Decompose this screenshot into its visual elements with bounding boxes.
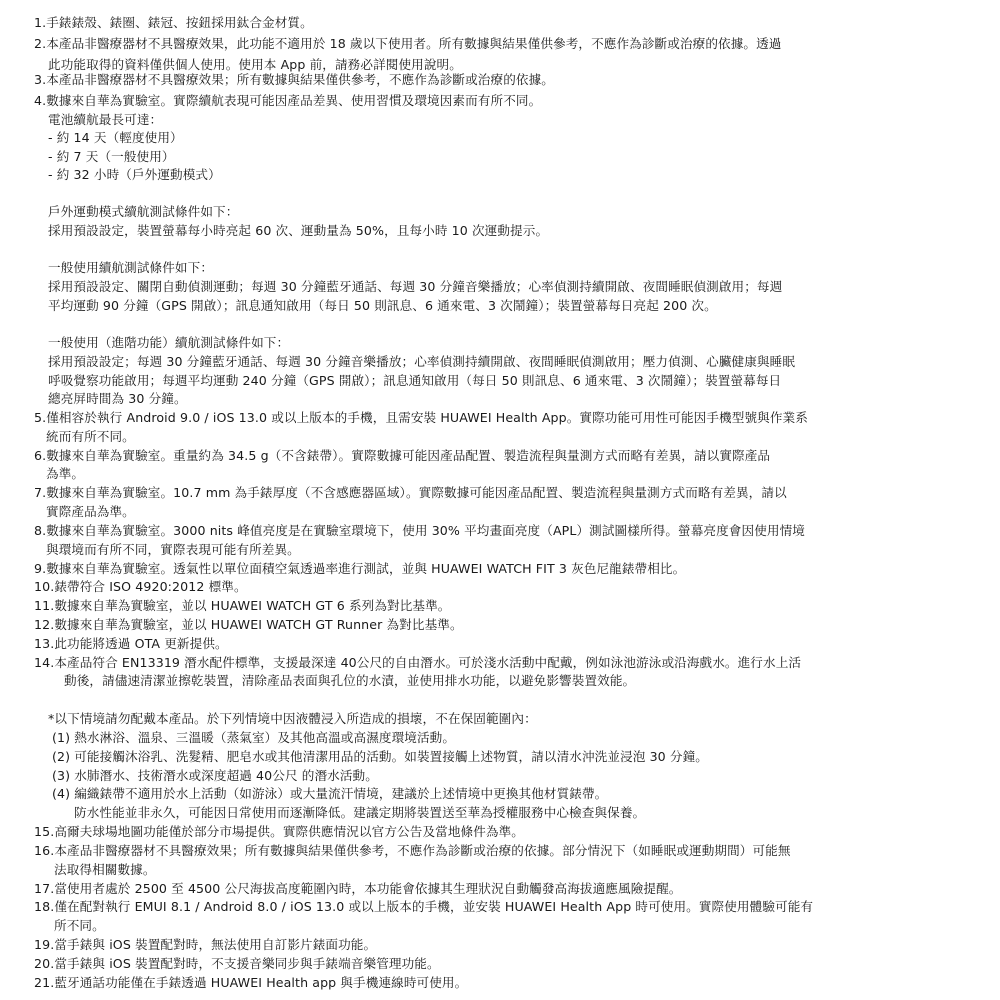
footnote-11: 11.數據來自華為實驗室，並以 HUAWEI WATCH GT 6 系列為對比基準。	[34, 598, 451, 613]
footnote-18: 18.僅在配對執行 EMUI 8.1 / Android 8.0 / iOS 13.0 或以上版本的手機，並安裝 HUAWEI Health App 時可使用。實際使用體驗可能有	[34, 899, 814, 914]
battery-life-heading: 電池續航最長可達：	[48, 112, 163, 127]
footnote-8: 8.數據來自華為實驗室。3000 nits 峰值亮度是在實驗室環境下，使用 30% 平均畫面亮度（APL）測試圖樣所得。螢幕亮度會因使用情境	[34, 523, 805, 538]
footnote-5: 5.僅相容於執行 Android 9.0 / iOS 13.0 或以上版本的手機，且需安裝 HUAWEI Health App。實際功能可用性可能因手機型號與作業系	[34, 410, 808, 425]
outdoor-test-heading: 戶外運動模式續航測試條件如下：	[48, 204, 239, 219]
footnote-9: 9.數據來自華為實驗室。透氣性以單位面積空氣透過率進行測試，並與 HUAWEI WATCH FIT 3 灰色尼龍錶帶相比。	[34, 561, 686, 576]
battery-life-item: - 約 14 天（輕度使用）	[48, 130, 183, 145]
water-warning-heading: *以下情境請勿配戴本產品。於下列情境中因液體浸入所造成的損壞，不在保固範圍內：	[48, 711, 537, 726]
footnote-2: 2.本產品非醫療器材不具醫療效果，此功能不適用於 18 歲以下使用者。所有數據與結果僅供參考，不應作為診斷或治療的依據。透過	[34, 36, 782, 51]
typical-test-conditions: 採用預設設定、關閉自動偵測運動；每週 30 分鐘藍牙通話、每週 30 分鐘音樂播放；心率偵測持續開啟、夜間睡眠偵測啟用；每週	[48, 279, 783, 294]
water-resistance-note: 防水性能並非永久，可能因日常使用而逐漸降低。建議定期將裝置送至華為授權服務中心檢查與保養。	[74, 805, 646, 820]
footnote-14-continued: 動後，請儘速清潔並擦乾裝置，清除產品表面與孔位的水漬，並使用排水功能，以避免影響裝置效能。	[64, 673, 636, 688]
footnote-14: 14.本產品符合 EN13319 潛水配件標準，支援最深達 40公尺的自由潛水。可於淺水活動中配戴，例如泳池游泳或沿海戲水。進行水上活	[34, 655, 802, 670]
footnote-2-continued: 此功能取得的資料僅供個人使用。使用本 App 前，請務必詳閱使用說明。	[48, 57, 462, 72]
footnote-12: 12.數據來自華為實驗室，並以 HUAWEI WATCH GT Runner 為對比基準。	[34, 617, 463, 632]
footnote-10: 10.錶帶符合 ISO 4920:2012 標準。	[34, 579, 247, 594]
battery-life-item: - 約 7 天（一般使用）	[48, 149, 175, 164]
footnote-21: 21.藍牙通話功能僅在手錶透過 HUAWEI Health app 與手機連線時可使用。	[34, 975, 468, 990]
footnote-6: 6.數據來自華為實驗室。重量約為 34.5 g（不含錶帶）。實際數據可能因產品配置、製造流程與量測方式而略有差異，請以實際產品	[34, 448, 771, 463]
footnote-15: 15.高爾夫球場地圖功能僅於部分市場提供。實際供應情況以官方公告及當地條件為準。	[34, 824, 524, 839]
footnote-7: 7.數據來自華為實驗室。10.7 mm 為手錶厚度（不含感應器區域）。實際數據可能因產品配置、製造流程與量測方式而略有差異，請以	[34, 485, 787, 500]
outdoor-test-conditions: 採用預設設定，裝置螢幕每小時亮起 60 次、運動量為 50%，且每小時 10 次運動提示。	[48, 223, 549, 238]
footnote-13: 13.此功能將透過 OTA 更新提供。	[34, 636, 228, 651]
footnote-3: 3.本產品非醫療器材不具醫療效果；所有數據與結果僅供參考，不應作為診斷或治療的依據。	[34, 72, 554, 87]
typical-test-heading: 一般使用續航測試條件如下：	[48, 260, 214, 275]
footnote-16: 16.本產品非醫療器材不具醫療效果；所有數據與結果僅供參考，不應作為診斷或治療的依據。部分情況下（如睡眠或運動期間）可能無	[34, 843, 791, 858]
footnote-4: 4.數據來自華為實驗室。實際續航表現可能因產品差異、使用習慣及環境因素而有所不同。	[34, 93, 542, 108]
footnote-1: 1.手錶錶殼、錶圈、錶冠、按鈕採用鈦合金材質。	[34, 15, 313, 30]
footnote-5-continued: 統而有所不同。	[46, 429, 135, 444]
advanced-test-conditions-continued: 呼吸覺察功能啟用；每週平均運動 240 分鐘（GPS 開啟）；訊息通知啟用（每日 50 則訊息、6 通來電、3 次鬧鐘）；裝置螢幕每日	[48, 373, 782, 388]
footnote-18-continued: 所不同。	[54, 918, 105, 933]
advanced-test-conditions-continued: 總亮屏時間為 30 分鐘。	[48, 391, 187, 406]
battery-life-item: - 約 32 小時（戶外運動模式）	[48, 167, 221, 182]
typical-test-conditions-continued: 平均運動 90 分鐘（GPS 開啟）；訊息通知啟用（每日 50 則訊息、6 通來電、3 次鬧鐘）；裝置螢幕每日亮起 200 次。	[48, 298, 717, 313]
water-warning-item: (4) 編織錶帶不適用於水上活動（如游泳）或大量流汗情境，建議於上述情境中更換其他材質錶帶。	[52, 786, 608, 801]
water-warning-item: (1) 熱水淋浴、溫泉、三溫暖（蒸氣室）及其他高溫或高濕度環境活動。	[52, 730, 456, 745]
water-warning-item: (2) 可能接觸沐浴乳、洗髮精、肥皂水或其他清潔用品的活動。如裝置接觸上述物質，請以清水沖洗並浸泡 30 分鐘。	[52, 749, 708, 764]
footnote-6-continued: 為準。	[46, 466, 85, 481]
footnote-17: 17.當使用者處於 2500 至 4500 公尺海拔高度範圍內時，本功能會依據其生理狀況自動觸發高海拔適應風險提醒。	[34, 881, 682, 896]
footnote-7-continued: 實際產品為準。	[46, 504, 135, 519]
water-warning-item: (3) 水肺潛水、技術潛水或深度超過 40公尺 的潛水活動。	[52, 768, 378, 783]
footnote-20: 20.當手錶與 iOS 裝置配對時，不支援音樂同步與手錶端音樂管理功能。	[34, 956, 440, 971]
advanced-test-heading: 一般使用（進階功能）續航測試條件如下：	[48, 335, 290, 350]
footnote-8-continued: 與環境而有所不同，實際表現可能有所差異。	[46, 542, 300, 557]
footnote-16-continued: 法取得相關數據。	[54, 862, 156, 877]
advanced-test-conditions: 採用預設設定；每週 30 分鐘藍牙通話、每週 30 分鐘音樂播放；心率偵測持續開啟、夜間睡眠偵測啟用；壓力偵測、心臟健康與睡眠	[48, 354, 796, 369]
footnote-19: 19.當手錶與 iOS 裝置配對時，無法使用自訂影片錶面功能。	[34, 937, 377, 952]
